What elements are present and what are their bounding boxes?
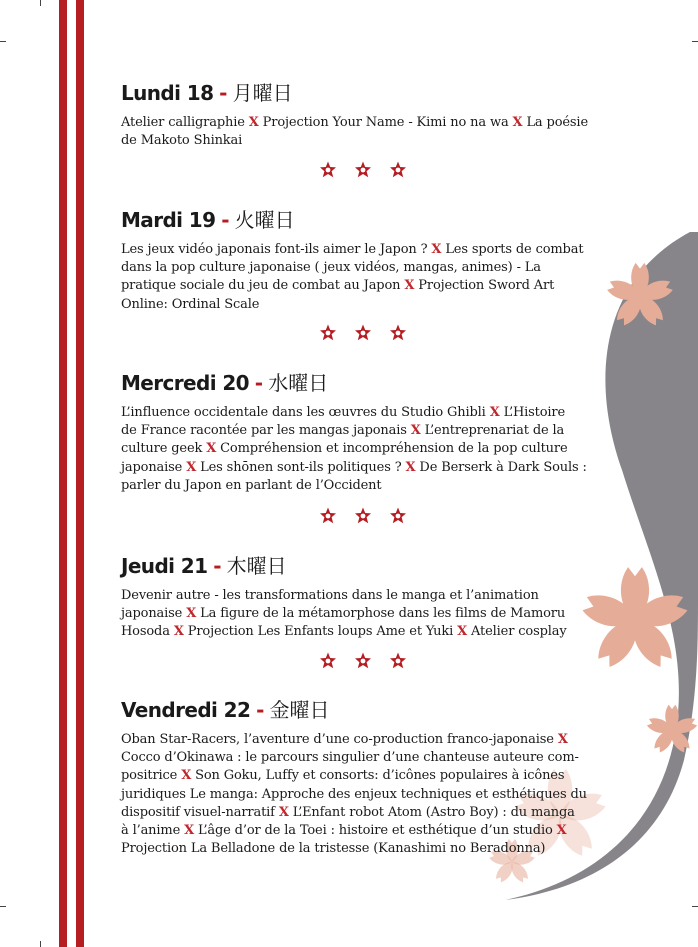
- day-section-lundi: [121, 79, 611, 150]
- blossom-icon: [388, 323, 408, 343]
- blossom-icon: [318, 506, 338, 526]
- description-text: L’Histoire: [499, 405, 566, 420]
- description-text: Son Goku, Luffy et consorts: d’icônes populaires à icônes: [191, 768, 565, 784]
- description-text: Atelier calligraphie: [121, 115, 249, 130]
- day-name: Vendredi 22: [121, 698, 251, 722]
- description-text: Les jeux vidéo japonais font-ils aimer le Japon ?: [121, 242, 432, 257]
- x-separator: X: [186, 459, 197, 475]
- day-name: Mardi 19: [121, 208, 216, 232]
- description-text: Online: Ordinal Scale: [121, 296, 260, 312]
- description-line: [121, 822, 611, 840]
- day-separator: -: [256, 698, 264, 722]
- day-heading: [121, 79, 611, 107]
- description-text: positrice: [121, 768, 182, 784]
- blossom-separator: [318, 160, 408, 182]
- day-description: [121, 114, 611, 150]
- blossom-icon: [318, 323, 338, 343]
- description-text: Oban Star-Racers, l’aventure d’une co-production franco-japonaise: [121, 732, 558, 747]
- day-section-vendredi: [121, 696, 611, 858]
- day-name: Mercredi 20: [121, 371, 249, 395]
- description-text: à l’anime: [121, 823, 185, 839]
- x-separator: X: [457, 624, 468, 640]
- description-line: [121, 587, 611, 605]
- blossom-separator: [318, 323, 408, 345]
- day-kanji: 金曜日: [269, 698, 330, 722]
- day-kanji: 月曜日: [232, 81, 293, 105]
- x-separator: X: [556, 823, 567, 839]
- description-line: [121, 132, 611, 150]
- x-separator: X: [278, 804, 289, 820]
- description-text: L’Enfant robot Atom (Astro Boy) : du manga: [288, 804, 575, 820]
- description-text: japonaise: [121, 459, 187, 475]
- description-line: [121, 749, 611, 767]
- description-line: [121, 804, 611, 822]
- day-description: [121, 241, 611, 314]
- description-text: Devenir autre - les transformations dans le manga et l’animation: [121, 588, 539, 603]
- day-separator: -: [213, 554, 221, 578]
- description-line: [121, 767, 611, 785]
- description-text: Atelier cosplay: [467, 624, 567, 640]
- blossom-icon: [388, 651, 408, 671]
- blossom-icon: [388, 506, 408, 526]
- description-text: Projection Les Enfants loups Ame et Yuki: [183, 624, 458, 640]
- x-separator: X: [181, 768, 192, 784]
- description-text: Projection Your Name - Kimi no na wa: [258, 115, 513, 130]
- day-separator: -: [221, 208, 229, 232]
- description-line: [121, 623, 611, 641]
- day-name: Jeudi 21: [121, 554, 208, 578]
- day-separator: -: [219, 81, 227, 105]
- description-text: Les shōnen sont-ils politiques ?: [196, 459, 406, 475]
- description-line: [121, 277, 611, 295]
- description-line: [121, 459, 611, 477]
- blossom-icon: [318, 160, 338, 180]
- description-line: [121, 840, 611, 858]
- description-text: Cocco d’Okinawa : le parcours singulier d’une chanteuse auteure com-: [121, 750, 579, 766]
- description-line: [121, 241, 611, 259]
- description-text: La poésie: [522, 115, 588, 130]
- day-name: Lundi 18: [121, 81, 214, 105]
- description-line: [121, 786, 611, 804]
- description-line: [121, 114, 611, 132]
- day-heading: [121, 552, 611, 580]
- blossom-separator: [318, 651, 408, 673]
- description-line: [121, 296, 611, 314]
- description-text: culture geek: [121, 441, 207, 457]
- day-heading: [121, 206, 611, 234]
- blossom-separator: [318, 506, 408, 528]
- description-text: parler du Japon en parlant de l’Occident: [121, 477, 382, 493]
- day-description: [121, 731, 611, 858]
- description-text: de France racontée par les mangas japonais: [121, 423, 411, 439]
- x-separator: X: [410, 423, 421, 439]
- x-separator: X: [186, 606, 197, 622]
- x-separator: X: [184, 823, 195, 839]
- blossom-icon: [353, 506, 373, 526]
- blossom-icon: [318, 651, 338, 671]
- description-text: Projection La Belladone de la tristesse (Kanashimi no Beradonna): [121, 841, 546, 857]
- description-line: [121, 259, 611, 277]
- day-description: [121, 404, 611, 495]
- description-text: juridiques Le manga: Approche des enjeux techniques et esthétiques du: [121, 786, 587, 802]
- description-text: de Makoto Shinkai: [121, 133, 243, 149]
- description-text: L’entreprenariat de la: [420, 423, 565, 439]
- x-separator: X: [404, 278, 415, 294]
- description-text: Hosoda: [121, 624, 174, 640]
- x-separator: X: [206, 441, 217, 457]
- description-text: Compréhension et incompréhension de la pop culture: [216, 441, 568, 457]
- description-line: [121, 605, 611, 623]
- x-separator: X: [173, 624, 184, 640]
- x-separator: X: [489, 405, 500, 420]
- x-separator: X: [512, 115, 523, 130]
- description-line: [121, 422, 611, 440]
- x-separator: X: [405, 459, 416, 475]
- day-section-mercredi: [121, 369, 611, 495]
- day-kanji: 木曜日: [226, 554, 287, 578]
- day-description: [121, 587, 611, 642]
- x-separator: X: [248, 115, 259, 130]
- day-section-jeudi: [121, 552, 611, 642]
- day-heading: [121, 369, 611, 397]
- description-line: [121, 404, 611, 422]
- description-text: L’âge d’or de la Toei : histoire et esthétique d’un studio: [194, 823, 557, 839]
- blossom-icon: [388, 160, 408, 180]
- description-line: [121, 731, 611, 749]
- description-text: dispositif visuel-narratif: [121, 804, 279, 820]
- description-text: Les sports de combat: [441, 242, 584, 257]
- day-heading: [121, 696, 611, 724]
- day-separator: -: [254, 371, 263, 395]
- description-text: La figure de la métamorphose dans les films de Mamoru: [196, 606, 566, 622]
- description-text: L’influence occidentale dans les œuvres du Studio Ghibli: [121, 405, 490, 420]
- description-text: pratique sociale du jeu de combat au Japon: [121, 278, 405, 294]
- description-text: De Berserk à Dark Souls :: [415, 459, 587, 475]
- day-kanji: 水曜日: [268, 371, 329, 395]
- x-separator: X: [557, 732, 568, 747]
- blossom-icon: [353, 160, 373, 180]
- day-section-mardi: [121, 206, 611, 314]
- blossom-icon: [353, 651, 373, 671]
- description-text: Projection Sword Art: [414, 278, 555, 294]
- day-kanji: 火曜日: [234, 208, 295, 232]
- description-line: [121, 477, 611, 495]
- description-text: japonaise: [121, 606, 187, 622]
- x-separator: X: [431, 242, 442, 257]
- blossom-icon: [353, 323, 373, 343]
- description-text: dans la pop culture japonaise ( jeux vidéos, mangas, animes) - La: [121, 260, 541, 276]
- description-line: [121, 440, 611, 458]
